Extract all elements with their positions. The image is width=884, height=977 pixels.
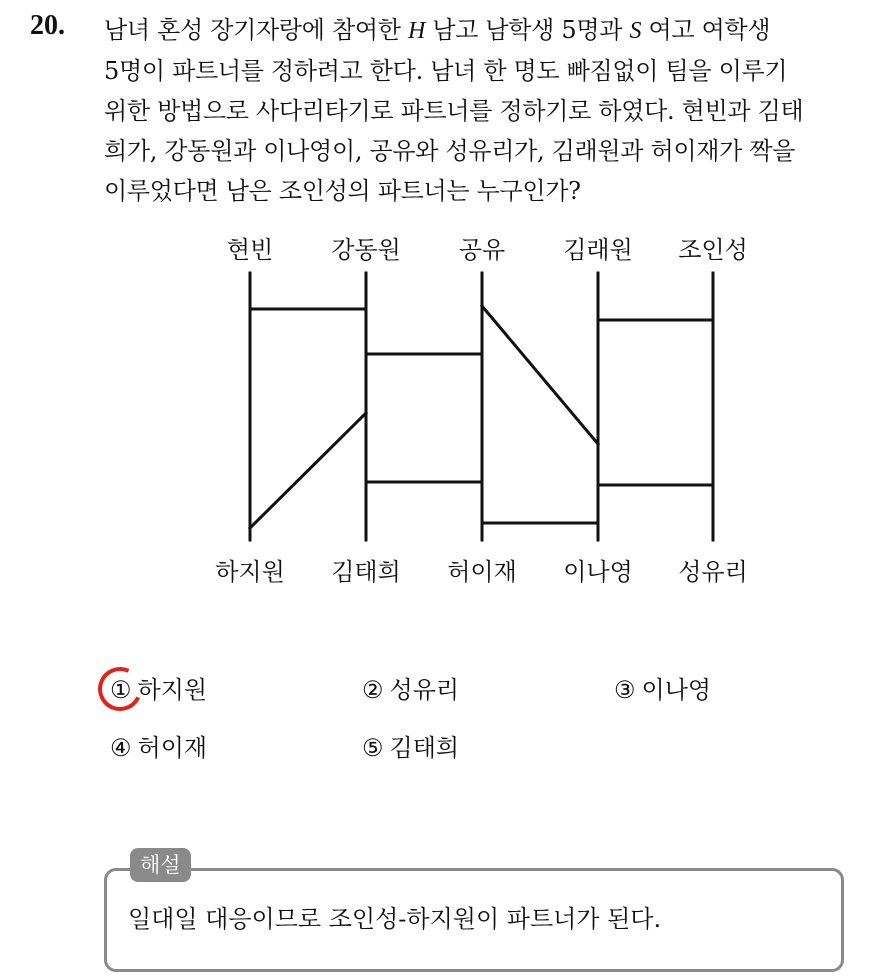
ladder-rung-diagonal: [250, 413, 366, 528]
choice-4[interactable]: [110, 733, 207, 763]
choice-number: ①: [110, 676, 132, 704]
solution-text: 일대일 대응이므로 조인성-하지원이 파트너가 된다.: [128, 905, 662, 933]
top-name-4: 김래원: [563, 236, 633, 264]
choice-1[interactable]: [110, 675, 207, 705]
question-line-1: 남녀 혼성 장기자랑에 참여한 H 남고 남학생 5명과 S 여고 여학생: [104, 16, 771, 44]
bottom-name-3: 허이재: [447, 558, 517, 586]
top-name-1: 현빈: [226, 236, 274, 264]
choice-number: ③: [614, 676, 636, 704]
choice-label: 허이재: [137, 734, 208, 762]
choice-label: 성유리: [389, 676, 460, 704]
question-line-4: 희가, 강동원과 이나영이, 공유와 성유리가, 김래원과 허이재가 짝을: [104, 137, 796, 165]
bottom-name-1: 하지원: [215, 558, 285, 586]
top-name-5: 조인성: [678, 236, 748, 264]
bottom-name-4: 이나영: [563, 558, 633, 586]
choice-label: 이나영: [641, 676, 712, 704]
choice-label: 하지원: [137, 676, 208, 704]
bottom-name-2: 김태희: [331, 558, 401, 586]
choice-number: ⑤: [362, 734, 384, 762]
choice-5[interactable]: [362, 733, 459, 763]
top-name-2: 강동원: [331, 236, 401, 264]
choice-number: ②: [362, 676, 384, 704]
top-name-3: 공유: [458, 236, 506, 264]
question-line-5: 이루었다면 남은 조인성의 파트너는 누구인가?: [104, 177, 581, 205]
choice-3[interactable]: [614, 675, 711, 705]
choice-number: ④: [110, 734, 132, 762]
solution-label: 해설: [130, 848, 191, 882]
question-number: 20.: [30, 10, 65, 41]
bottom-name-5: 성유리: [678, 558, 748, 586]
question-line-3: 위한 방법으로 사다리타기로 파트너를 정하기로 하였다. 현빈과 김태: [104, 97, 804, 125]
choice-label: 김태희: [389, 734, 460, 762]
choice-2[interactable]: [362, 675, 459, 705]
ladder-rung-diagonal: [482, 306, 598, 444]
question-line-2: 5명이 파트너를 정하려고 한다. 남녀 한 명도 빠짐없이 팀을 이루기: [104, 57, 788, 85]
